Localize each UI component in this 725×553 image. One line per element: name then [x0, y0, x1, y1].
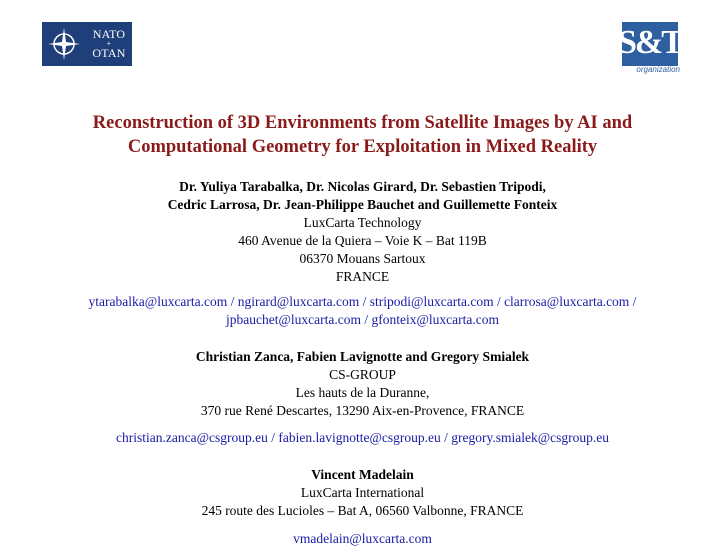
authors-line-1: Dr. Yuliya Tarabalka, Dr. Nicolas Girard, Dr. Sebastien Tripodi, — [179, 179, 546, 194]
authors-group-3 — [0, 466, 725, 484]
authors-line-2: Cedric Larrosa, Dr. Jean-Philippe Bauchet and Guillemette Fonteix — [167, 197, 558, 212]
nato-otan-logo: NATO + OTAN — [42, 22, 132, 66]
otan-label: OTAN — [92, 46, 126, 60]
affiliation-group-2 — [0, 366, 725, 420]
address-line: 06370 Mouans Sartoux — [299, 251, 426, 266]
nato-compass-icon — [42, 22, 86, 66]
st-organization-logo — [618, 20, 680, 76]
country: FRANCE — [335, 269, 390, 284]
authors-group-1 — [0, 178, 725, 214]
authors-group-2 — [0, 348, 725, 366]
email-links[interactable]: christian.zanca@csgroup.eu / fabien.lavignotte@csgroup.eu / gregory.smialek@csgroup.eu — [115, 430, 609, 445]
title-line-2: Computational Geometry for Exploitation in Mixed Reality — [127, 137, 598, 157]
authors-line: Vincent Madelain — [311, 467, 414, 482]
address-line: 460 Avenue de la Quiera – Voie K – Bat 119B — [238, 233, 487, 248]
address-line: 245 route des Lucioles – Bat A, 06560 Valbonne, FRANCE — [201, 503, 524, 518]
authors-line: Christian Zanca, Fabien Lavignotte and Gregory Smialek — [195, 349, 530, 364]
org-name: CS-GROUP — [329, 367, 396, 382]
emails-group-2[interactable] — [0, 429, 725, 447]
title-line-1: Reconstruction of 3D Environments from Satellite Images by AI and — [92, 113, 633, 133]
st-organization-label: organization — [636, 65, 680, 74]
st-mark: S&T — [618, 24, 682, 61]
email-links[interactable]: jpbauchet@luxcarta.com / gfonteix@luxcarta.com — [225, 312, 499, 327]
email-links[interactable]: ytarabalka@luxcarta.com / ngirard@luxcarta.com / stripodi@luxcarta.com / clarrosa@luxcarta.com / — [88, 294, 637, 309]
address-line: 370 rue René Descartes, 13290 Aix-en-Provence, FRANCE — [200, 403, 525, 418]
paper-title — [0, 111, 725, 159]
org-name: LuxCarta International — [300, 485, 425, 500]
email-link[interactable]: vmadelain@luxcarta.com — [293, 531, 432, 546]
nato-label: NATO — [92, 27, 126, 41]
emails-group-3[interactable] — [0, 530, 725, 548]
affiliation-group-3 — [0, 484, 725, 520]
org-name: LuxCarta Technology — [303, 215, 422, 230]
emails-group-1[interactable] — [0, 293, 725, 329]
address-line: Les hauts de la Duranne, — [295, 385, 430, 400]
affiliation-group-1 — [0, 214, 725, 286]
